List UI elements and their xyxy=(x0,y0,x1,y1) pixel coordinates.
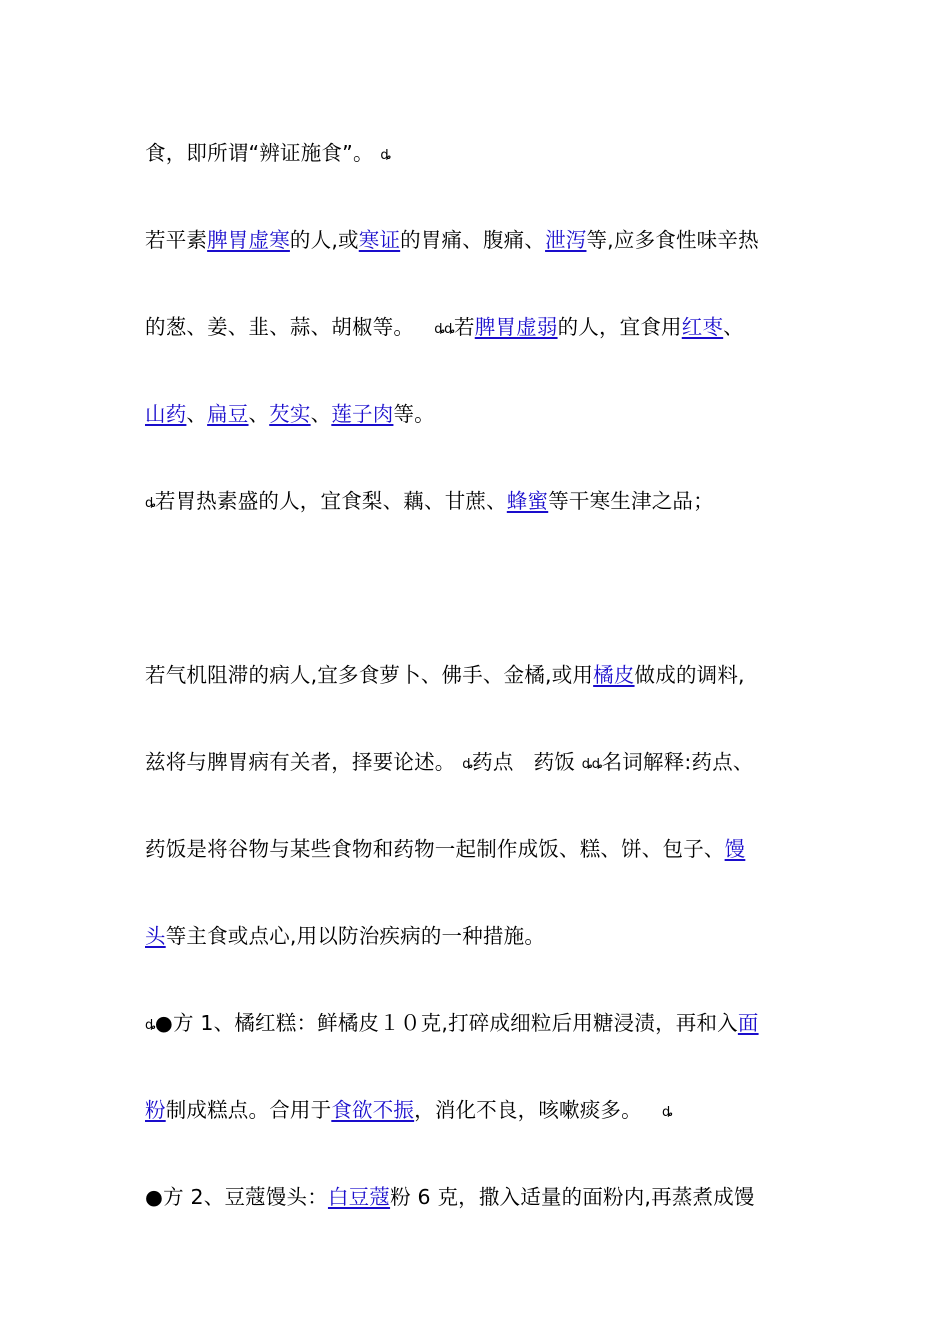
text-run: 的胃痛、腹痛、 xyxy=(400,228,546,252)
text-run: 粉 6 克，撒入适量的面粉内,再蒸煮成馒 xyxy=(390,1185,755,1209)
hyperlink[interactable]: 莲子肉 xyxy=(331,402,394,426)
paragraph-mark: ȡ xyxy=(145,496,155,511)
text-run: 等干寒生津之品； xyxy=(548,489,714,513)
text-run: 、 xyxy=(186,402,208,426)
text-run: 的人，宜食用 xyxy=(557,315,682,339)
text-run: 若气机阻滞的病人,宜多食萝卜、佛手、金橘,或用 xyxy=(145,663,594,687)
text-line xyxy=(145,1008,825,1041)
text-run: 制成糕点。合用于 xyxy=(165,1098,332,1122)
text-run: ，消化不良，咳嗽痰多。 xyxy=(414,1098,662,1122)
text-run: 的人,或 xyxy=(289,228,359,252)
hyperlink[interactable]: 扁豆 xyxy=(207,402,249,426)
text-line xyxy=(145,834,825,864)
hyperlink[interactable]: 橘皮 xyxy=(593,663,635,687)
hyperlink[interactable]: 芡实 xyxy=(269,402,311,426)
text-line xyxy=(145,1095,825,1128)
text-line xyxy=(145,747,825,780)
text-run: ●方 1、橘红糕：鲜橘皮１０克,打碎成细粒后用糖浸渍，再和入 xyxy=(154,1011,738,1035)
hyperlink[interactable]: 粉 xyxy=(145,1098,166,1122)
hyperlink[interactable]: 蜂蜜 xyxy=(506,489,549,513)
text-run: 等。 xyxy=(393,402,435,426)
text-run: 做成的调料, xyxy=(634,663,745,687)
hyperlink[interactable]: 头 xyxy=(145,924,166,948)
hyperlink[interactable]: 泄泻 xyxy=(545,228,587,252)
paragraph-mark: ȡ xyxy=(462,757,473,772)
hyperlink[interactable]: 馒 xyxy=(724,837,746,861)
text-run: 药饭是将谷物与某些食物和药物一起制作成饭、糕、饼、包子、 xyxy=(145,837,725,861)
text-run: 等,应多食性味辛热 xyxy=(586,228,759,252)
hyperlink[interactable]: 脾胃虚寒 xyxy=(207,228,290,252)
text-line xyxy=(145,399,825,429)
paragraph-mark: ȡȡ xyxy=(581,757,602,772)
hyperlink[interactable]: 白豆蔻 xyxy=(327,1185,391,1209)
paragraph-mark: ȡ xyxy=(145,1018,155,1033)
text-line xyxy=(145,312,825,345)
hyperlink[interactable]: 寒证 xyxy=(358,228,401,252)
text-run: 等主食或点心,用以防治疾病的一种措施。 xyxy=(165,924,546,948)
text-run: 若 xyxy=(454,315,475,339)
text-line xyxy=(145,921,825,951)
text-line xyxy=(145,1182,825,1212)
text-run: 名词解释:药点、 xyxy=(601,750,754,774)
text-run: 、 xyxy=(723,315,744,339)
text-run: 、 xyxy=(248,402,270,426)
hyperlink[interactable]: 山药 xyxy=(145,402,187,426)
text-run: 食，即所谓“辨证施食”。 xyxy=(145,141,381,165)
text-run: 的葱、姜、韭、蒜、胡椒等。 xyxy=(145,315,435,339)
hyperlink[interactable]: 红枣 xyxy=(681,315,724,339)
text-line xyxy=(145,225,825,255)
text-run: ●方 2、豆蔻馒头： xyxy=(145,1185,328,1209)
hyperlink[interactable]: 食欲不振 xyxy=(331,1098,415,1122)
text-line xyxy=(145,486,825,519)
text-line xyxy=(145,138,825,171)
text-run: 兹将与脾胃病有关者，择要论述。 xyxy=(145,750,463,774)
text-run: 若胃热素盛的人，宜食梨、藕、甘蔗、 xyxy=(154,489,507,513)
text-run: 若平素 xyxy=(145,228,208,252)
text-run: 、 xyxy=(310,402,332,426)
text-line xyxy=(145,660,825,690)
hyperlink[interactable]: 面 xyxy=(737,1011,759,1035)
paragraph-mark: ȡ xyxy=(661,1105,672,1120)
text-run: 药点 药饭 xyxy=(472,750,582,774)
paragraph-mark: ȡȡ xyxy=(434,322,455,337)
hyperlink[interactable]: 脾胃虚弱 xyxy=(474,315,558,339)
paragraph-mark: ȡ xyxy=(380,148,391,163)
